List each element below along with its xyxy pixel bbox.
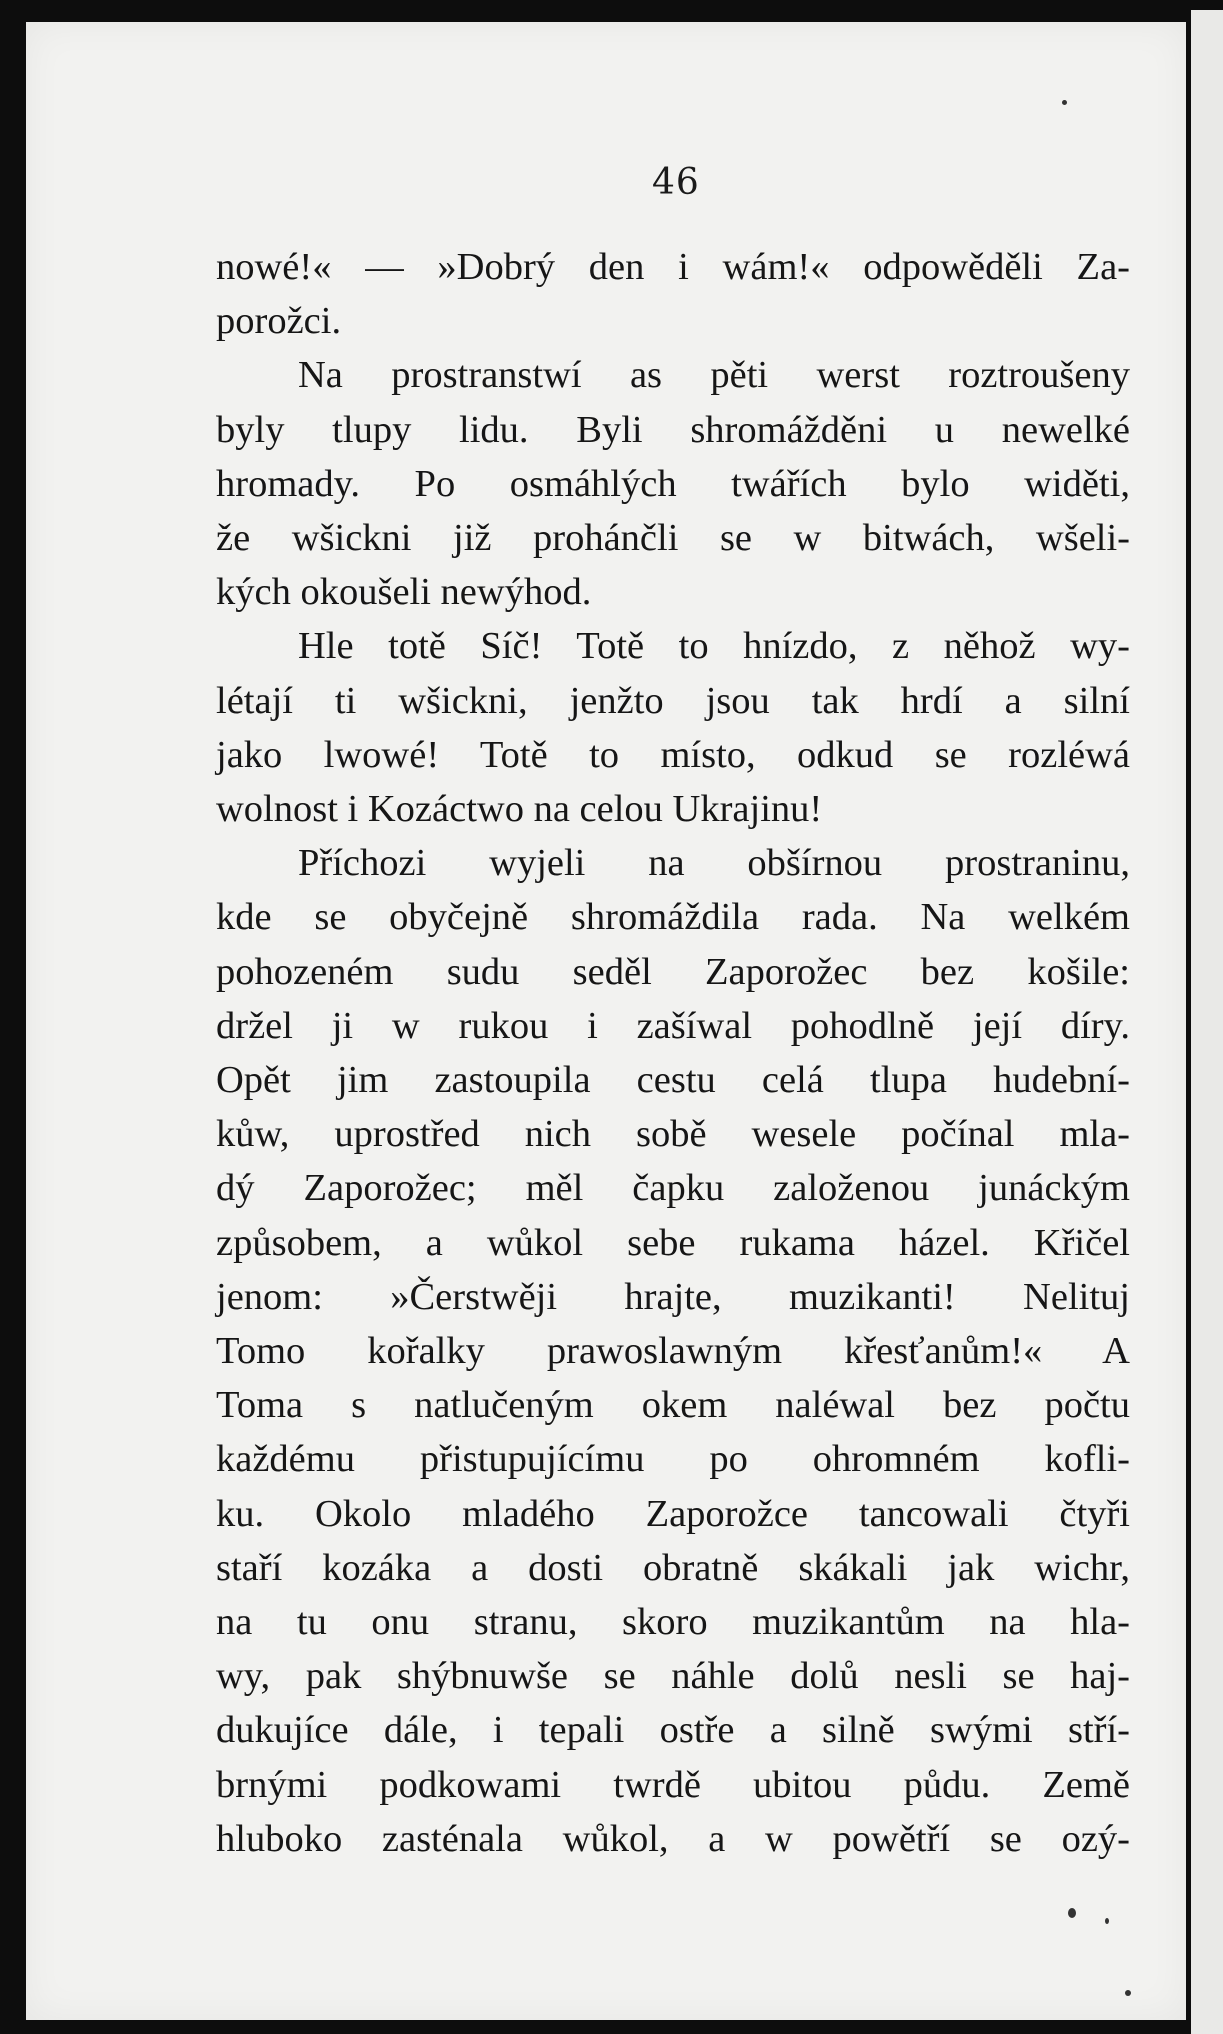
text-line: Toma s natlučeným okem naléwal bez počtu: [216, 1384, 1130, 1427]
text-line: ku. Okolo mladého Zaporožce tancowali čtyři: [216, 1492, 1130, 1535]
text-line: Na prostranstwí as pěti werst roztroušeny: [298, 354, 1130, 397]
text-line: kde se obyčejně shromáždila rada. Na welkém: [216, 896, 1130, 939]
scan-speck: [1062, 100, 1067, 105]
text-line: každému přistupujícímu po ohromném kofli-: [216, 1438, 1130, 1481]
text-line: dý Zaporožec; měl čapku založenou junáckým: [216, 1167, 1130, 1210]
scan-speck: [1125, 1990, 1131, 1996]
text-line: kých okoušeli newýhod.: [216, 571, 592, 614]
text-line: pohozeném sudu seděl Zaporožec bez košile:: [216, 950, 1130, 993]
text-line: porožci.: [216, 300, 342, 343]
scan-speck: [1105, 1918, 1109, 1924]
text-line: jenom: »Čerstwěji hrajte, muzikanti! Nelituj: [216, 1275, 1130, 1318]
text-line: létají ti wšickni, jenžto jsou tak hrdí a silní: [216, 679, 1130, 722]
text-line: Tomo kořalky prawoslawným křesťanům!« A: [216, 1330, 1130, 1373]
text-line: na tu onu stranu, skoro muzikantům na hla-: [216, 1601, 1130, 1644]
text-line: wy, pak shýbnuwše se náhle dolů nesli se haj-: [216, 1655, 1130, 1698]
text-line: že wšickni již prohánčli se w bitwách, wšeli-: [216, 517, 1130, 560]
scan-speck: [1068, 1908, 1076, 1918]
text-line: Příchozi wyjeli na obšírnou prostraninu,: [298, 842, 1130, 885]
body-text: [216, 240, 1130, 1866]
text-line: způsobem, a wůkol sebe rukama házel. Křičel: [216, 1221, 1130, 1264]
text-line: Hle totě Síč! Totě to hnízdo, z něhož wy-: [298, 625, 1130, 668]
text-line: dukujíce dále, i tepali ostře a silně swými stří-: [216, 1709, 1130, 1752]
text-line: nowé!« — »Dobrý den i wám!« odpowěděli Za-: [216, 246, 1130, 288]
page-number: 46: [652, 162, 700, 203]
text-line: wolnost i Kozáctwo na celou Ukrajinu!: [216, 788, 823, 831]
text-line: brnými podkowami twrdě ubitou půdu. Země: [216, 1763, 1130, 1806]
text-line: byly tlupy lidu. Byli shromážděni u newelké: [216, 408, 1130, 451]
adjacent-page-edge: [1191, 10, 1223, 2034]
text-line: Opět jim zastoupila cestu celá tlupa hudební-: [216, 1059, 1130, 1102]
text-line: hluboko zasténala wůkol, a w powětří se ozý-: [216, 1817, 1130, 1860]
text-line: jako lwowé! Totě to místo, odkud se rozléwá: [216, 733, 1130, 776]
text-line: staří kozáka a dosti obratně skákali jak wichr,: [216, 1546, 1130, 1589]
text-line: držel ji w rukou i zašíwal pohodlně její díry.: [216, 1004, 1130, 1047]
text-line: hromady. Po osmáhlých twářích bylo widěti,: [216, 462, 1130, 505]
text-line: kůw, uprostřed nich sobě wesele počínal mla-: [216, 1113, 1130, 1156]
